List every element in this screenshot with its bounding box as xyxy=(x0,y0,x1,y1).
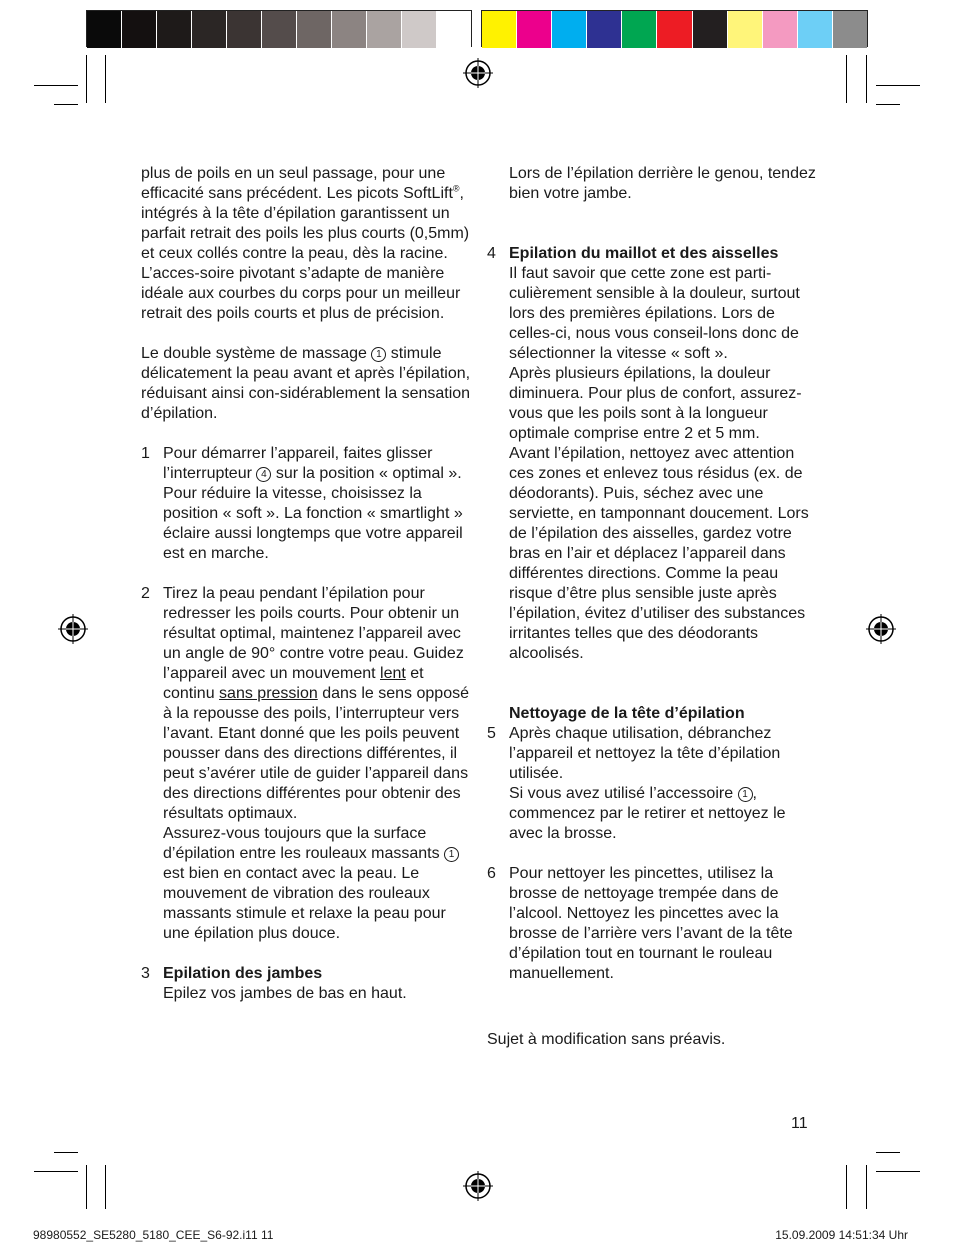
registration-mark-left-icon xyxy=(58,614,88,644)
step-1: 1 Pour démarrer l’appareil, faites glisser l’interrupteur 4 sur la position « optimal ». Pour réduire la vitesse, choisissez la position « soft ». La fonction « smartlight » éclaire aussi longtemps que votre appareil est en marche. xyxy=(141,445,463,562)
color-swatch xyxy=(762,11,797,48)
color-swatch xyxy=(797,11,832,48)
ref-1-icon: 1 xyxy=(444,847,459,862)
step-5: 5 Après chaque utilisation, débranchez l’appareil et nettoyez la tête d’épilation utilisée. Si vous avez utilisé l’accessoire 1 , commencez par le retirer et nettoyez le avec la brosse. xyxy=(487,725,786,842)
color-swatch xyxy=(87,11,121,48)
cleaning-title: Nettoyage de la tête d’épilation xyxy=(509,705,745,722)
color-swatch xyxy=(121,11,156,48)
step-number: 4 xyxy=(487,245,496,262)
color-swatch xyxy=(331,11,366,48)
left-column xyxy=(141,164,471,1004)
grayscale-color-bar xyxy=(86,10,472,47)
color-swatch xyxy=(656,11,691,48)
color-swatch xyxy=(156,11,191,48)
color-swatch xyxy=(482,11,516,48)
color-swatch xyxy=(832,11,867,48)
step-4-title: Epilation du maillot et des aisselles xyxy=(509,245,779,262)
color-swatch xyxy=(366,11,401,48)
modification-notice: Sujet à modification sans préavis. xyxy=(487,1031,726,1048)
ref-4-icon: 4 xyxy=(256,467,271,482)
intro-paragraph: plus de poils en un seul passage, pour une efficacité sans précédent. Les picots SoftLift®, intégrés à la tête d’épilation garantissent un parfait retrait des poils les plus courts (0,5mm) et ceux collés contre la peau, dès la racine. L’acces-soire pivotant s’adapte de manière idéale aux courbes du corps pour un meilleur retrait des poils courts et plus de précision. xyxy=(141,165,470,322)
step-6: 6 Pour nettoyer les pincettes, utilisez la brosse de nettoyage trempée dans de l’alcool. Nettoyez les pincettes avec la brosse de l’arrière vers l’avant de la tête d’épilation tout en tournant le rouleau manuellement. xyxy=(487,865,793,982)
step-3: 3 Epilation des jambes Epilez vos jambes de bas en haut. xyxy=(141,964,471,1004)
color-swatch xyxy=(401,11,436,48)
color-swatch xyxy=(586,11,621,48)
step-number: 6 xyxy=(487,865,496,882)
color-swatch xyxy=(296,11,331,48)
color-swatch xyxy=(551,11,586,48)
step-number: 5 xyxy=(487,725,496,742)
step-2: 2 Tirez la peau pendant l’épilation pour redresser les poils courts. Pour obtenir un résultat optimal, maintenez l’appareil avec un angle de 90° contre votre peau. Guidez l’appareil avec un mouvement lent et continu sans pression dans le sens opposé à la repousse des poils, l’interrupteur vers l’avant. Etant donné que les poils peuvent pousser dans des directions différentes, il peut s’avérer utile de guider l’appareil dans des directions différentes pour obtenir des résultats optimaux. Assurez-vous toujours que la surface d’épilation entre les rouleaux massants 1 est bien en contact avec la peau. Le mouvement de vibration des rouleaux massants stimule et relaxe la peau pour une épilation plus douce. xyxy=(141,585,469,942)
step-number: 3 xyxy=(141,965,150,982)
ref-1-icon: 1 xyxy=(738,787,753,802)
color-swatch xyxy=(191,11,226,48)
registration-mark-bottom-icon xyxy=(463,1171,493,1201)
registration-mark-right-icon xyxy=(866,614,896,644)
footer-timestamp: 15.09.2009 14:51:34 Uhr xyxy=(775,1228,908,1242)
page-number: 11 xyxy=(791,1115,808,1132)
step-4: 4 Epilation du maillot et des aisselles Il faut savoir que cette zone est parti-culièrement sensible à la douleur, surtout lors des premières épilations. Lors de celles-ci, nous vous conseil-lons donc de sélectionner la vitesse « soft ». Après plusieurs épilations, la douleur diminuera. Pour plus de confort, assurez-vous que les poils sont à la longueur optimale comprise entre 2 et 5 mm. Avant l’épilation, nettoyez avec attention ces zones et enlevez tous résidus (ex. de déodorants). Puis, séchez avec une serviette, en tamponnant doucement. Lors de l’épilation des aisselles, gardez votre bras en l’air et déplacez l’appareil dans différentes directions. Comme la peau risque d’être plus sensible juste après l’épilation, évitez d’utiliser des substances irritantes telles que des déodorants alcoolisés. xyxy=(487,244,819,664)
process-color-bar xyxy=(481,10,868,47)
color-swatch xyxy=(516,11,551,48)
step-number: 2 xyxy=(141,585,150,602)
step-number: 1 xyxy=(141,445,150,462)
color-swatch xyxy=(621,11,656,48)
knee-paragraph: Lors de l’épilation derrière le genou, tendez bien votre jambe. xyxy=(509,165,816,202)
step-3-title: Epilation des jambes xyxy=(163,965,323,982)
footer-file-info: 98980552_SE5280_5180_CEE_S6-92.i11 11 xyxy=(33,1228,274,1242)
color-swatch xyxy=(692,11,727,48)
registration-mark-top-icon xyxy=(463,58,493,88)
color-swatch xyxy=(727,11,762,48)
massage-paragraph: Le double système de massage 1 stimule délicatement la peau avant et après l’épilation, réduisant ainsi con-sidérablement la sensation d’épilation. xyxy=(141,345,471,422)
color-swatch xyxy=(226,11,261,48)
color-swatch xyxy=(436,11,471,48)
right-column xyxy=(487,164,819,1050)
color-swatch xyxy=(261,11,296,48)
ref-1-icon: 1 xyxy=(371,347,386,362)
registered-mark: ® xyxy=(452,183,460,194)
